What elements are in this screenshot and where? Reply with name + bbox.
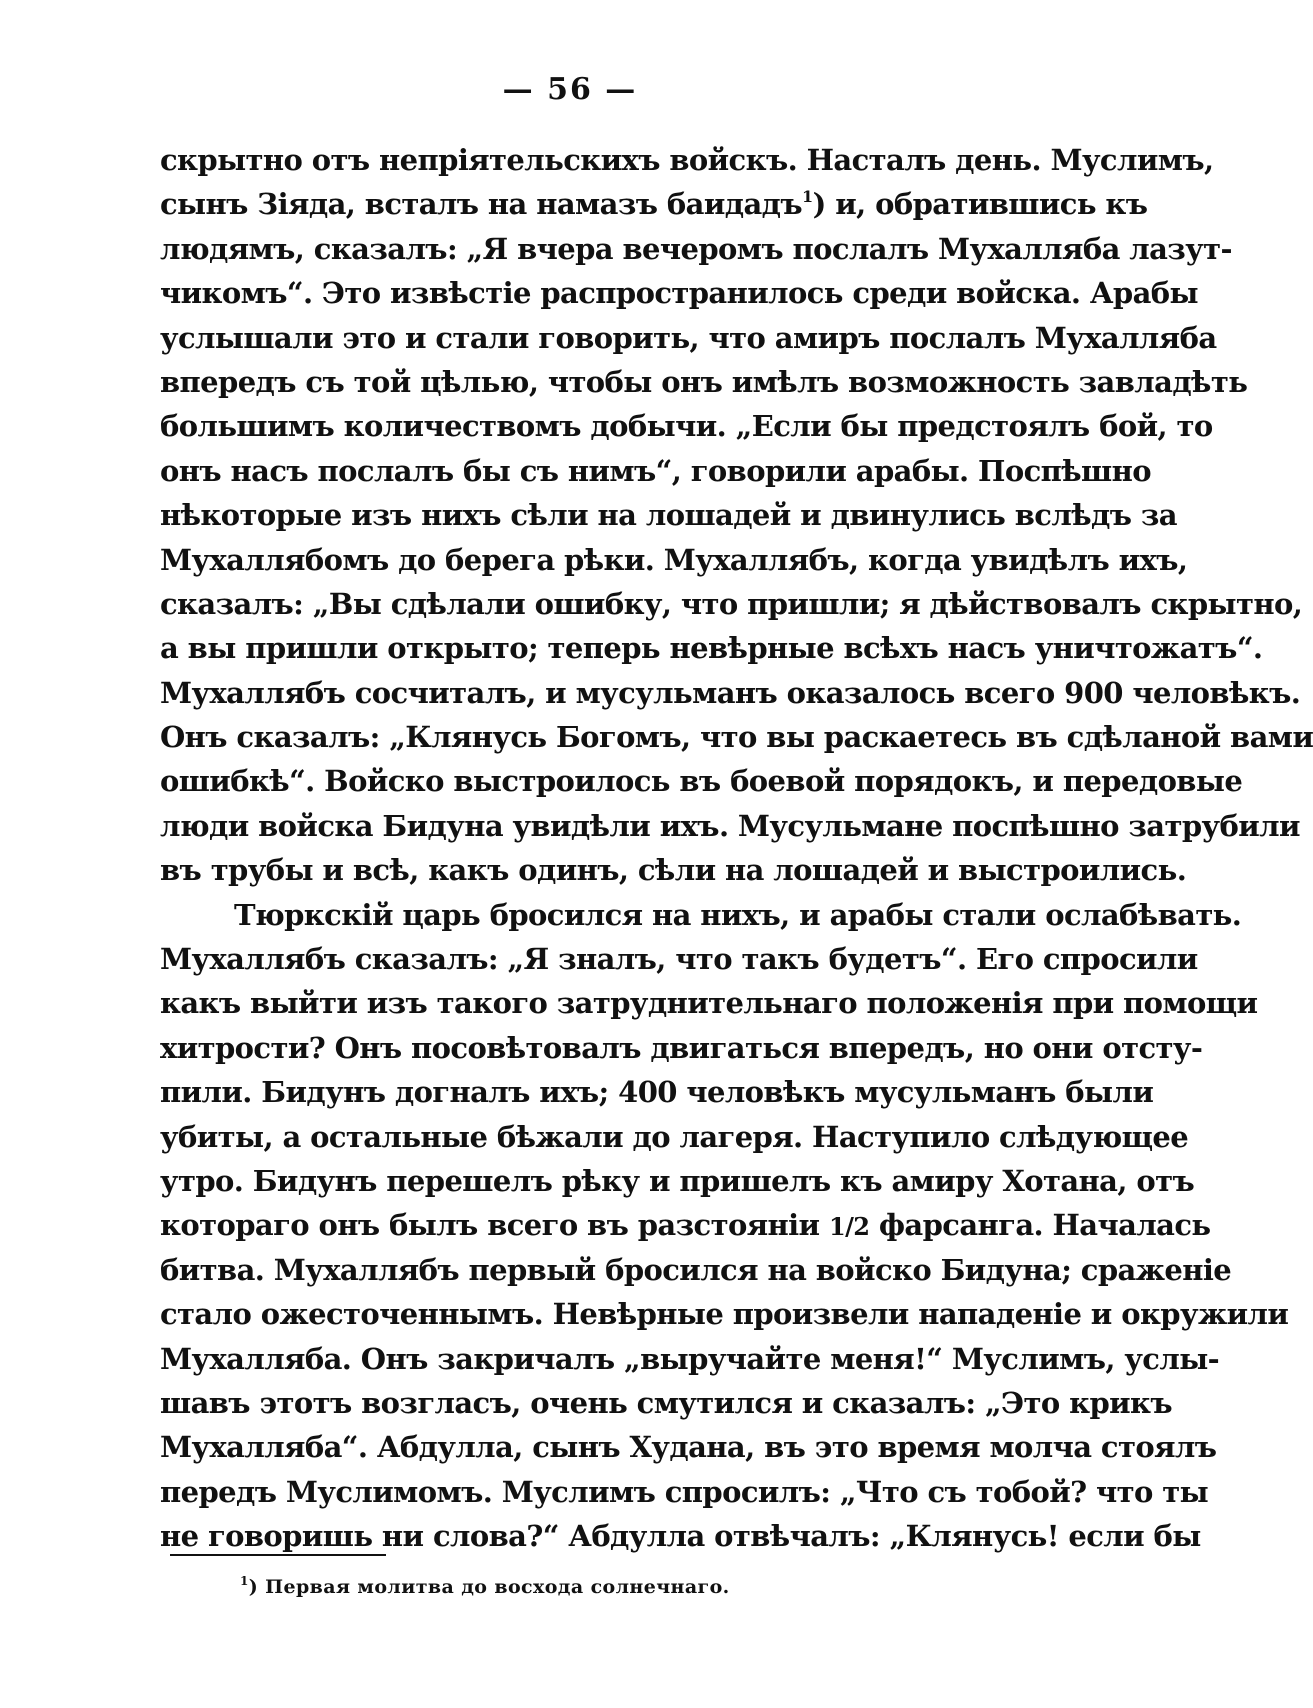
footnote-reference[interactable]: 1 (802, 187, 813, 207)
text-line: чикомъ“. Это извѣстіе распространилось среди войска. Арабы (160, 276, 1198, 311)
text-line: пили. Бидунъ догналъ ихъ; 400 человѣкъ мусульманъ были (160, 1075, 1154, 1110)
text-segment: ) и, обратившись къ (812, 187, 1148, 222)
text-segment: сынъ Зіяда, всталъ на намазъ баидадъ (160, 187, 803, 222)
footnote-text: ) Первая молитва до восхода солнечнаго. (248, 1576, 730, 1598)
text-line: ошибкѣ“. Войско выстроилось въ боевой порядокъ, и передовые (160, 764, 1243, 799)
page-number: — 56 — (502, 72, 638, 107)
text-line: стало ожесточеннымъ. Невѣрные произвели нападеніе и окружили (160, 1297, 1289, 1332)
text-line: убиты, а остальные бѣжали до лагеря. Наступило слѣдующее (160, 1119, 1189, 1154)
text-line: битва. Мухаллябъ первый бросился на войско Бидуна; сраженіе (160, 1252, 1232, 1287)
text-line: людямъ, сказалъ: „Я вчера вечеромъ послалъ Мухалляба лазут- (160, 231, 1232, 266)
text-line: не говоришь ни слова?“ Абдулла отвѣчалъ: „Клянусь! если бы (160, 1519, 1201, 1554)
text-line: онъ насъ послалъ бы съ нимъ“, говорили арабы. Поспѣшно (160, 453, 1151, 488)
text-line: Тюркскій царь бросился на нихъ, и арабы стали ослабѣвать. (234, 897, 1242, 932)
fraction: 1/2 (828, 1212, 870, 1242)
text-line: а вы пришли открыто; теперь невѣрные всѣхъ насъ уничтожатъ“. (160, 631, 1263, 666)
text-line (160, 182, 1148, 226)
text-line: Мухалляба“. Абдулла, сынъ Худана, въ это время молча стоялъ (160, 1430, 1217, 1465)
body-text (160, 138, 1313, 1559)
text-segment: котораго онъ былъ всего въ разстояніи (160, 1208, 820, 1243)
text-line: передъ Муслимомъ. Муслимъ спросилъ: „Что съ тобой? что ты (160, 1474, 1209, 1509)
footnote (240, 1576, 730, 1598)
text-line: сказалъ: „Вы сдѣлали ошибку, что пришли; я дѣйствовалъ скрытно, (160, 586, 1303, 621)
footnote-divider (170, 1554, 386, 1556)
text-line: впередъ съ той цѣлью, чтобы онъ имѣлъ возможность завладѣть (160, 364, 1248, 399)
text-line: Мухаллябомъ до берега рѣки. Мухаллябъ, когда увидѣлъ ихъ, (160, 542, 1188, 577)
text-line: скрытно отъ непріятельскихъ войскъ. Насталъ день. Муслимъ, (160, 143, 1214, 177)
text-line: услышали это и стали говорить, что амиръ послалъ Мухалляба (160, 320, 1217, 355)
text-line: шавъ этотъ возгласъ, очень смутился и сказалъ: „Это крикъ (160, 1385, 1173, 1420)
text-line: въ трубы и всѣ, какъ одинъ, сѣли на лошадей и выстроились. (160, 853, 1187, 888)
text-line: нѣкоторые изъ нихъ сѣли на лошадей и двинулись вслѣдъ за (160, 498, 1177, 533)
text-segment: фарсанга. Началась (869, 1208, 1211, 1243)
text-line: Мухаллябъ сказалъ: „Я зналъ, что такъ будетъ“. Его спросили (160, 942, 1198, 977)
footnote-marker: 1 (240, 1574, 249, 1588)
text-line: Мухалляба. Онъ закричалъ „выручайте меня!“ Муслимъ, услы- (160, 1341, 1220, 1376)
text-line: люди войска Бидуна увидѣли ихъ. Мусульмане поспѣшно затрубили (160, 808, 1300, 843)
text-line: Мухаллябъ сосчиталъ, и мусульманъ оказалось всего 900 человѣкъ. (160, 675, 1301, 710)
text-line: большимъ количествомъ добычи. „Если бы предстоялъ бой, то (160, 409, 1213, 444)
text-line: утро. Бидунъ перешелъ рѣку и пришелъ къ амиру Хотана, отъ (160, 1163, 1195, 1198)
text-line: Онъ сказалъ: „Клянусь Богомъ, что вы раскаетесь въ сдѣланой вами (160, 720, 1313, 755)
text-line (160, 1203, 1211, 1247)
text-line: хитрости? Онъ посовѣтовалъ двигаться впередъ, но они отсту- (160, 1030, 1203, 1065)
text-line: какъ выйти изъ такого затруднительнаго положенія при помощи (160, 986, 1258, 1021)
